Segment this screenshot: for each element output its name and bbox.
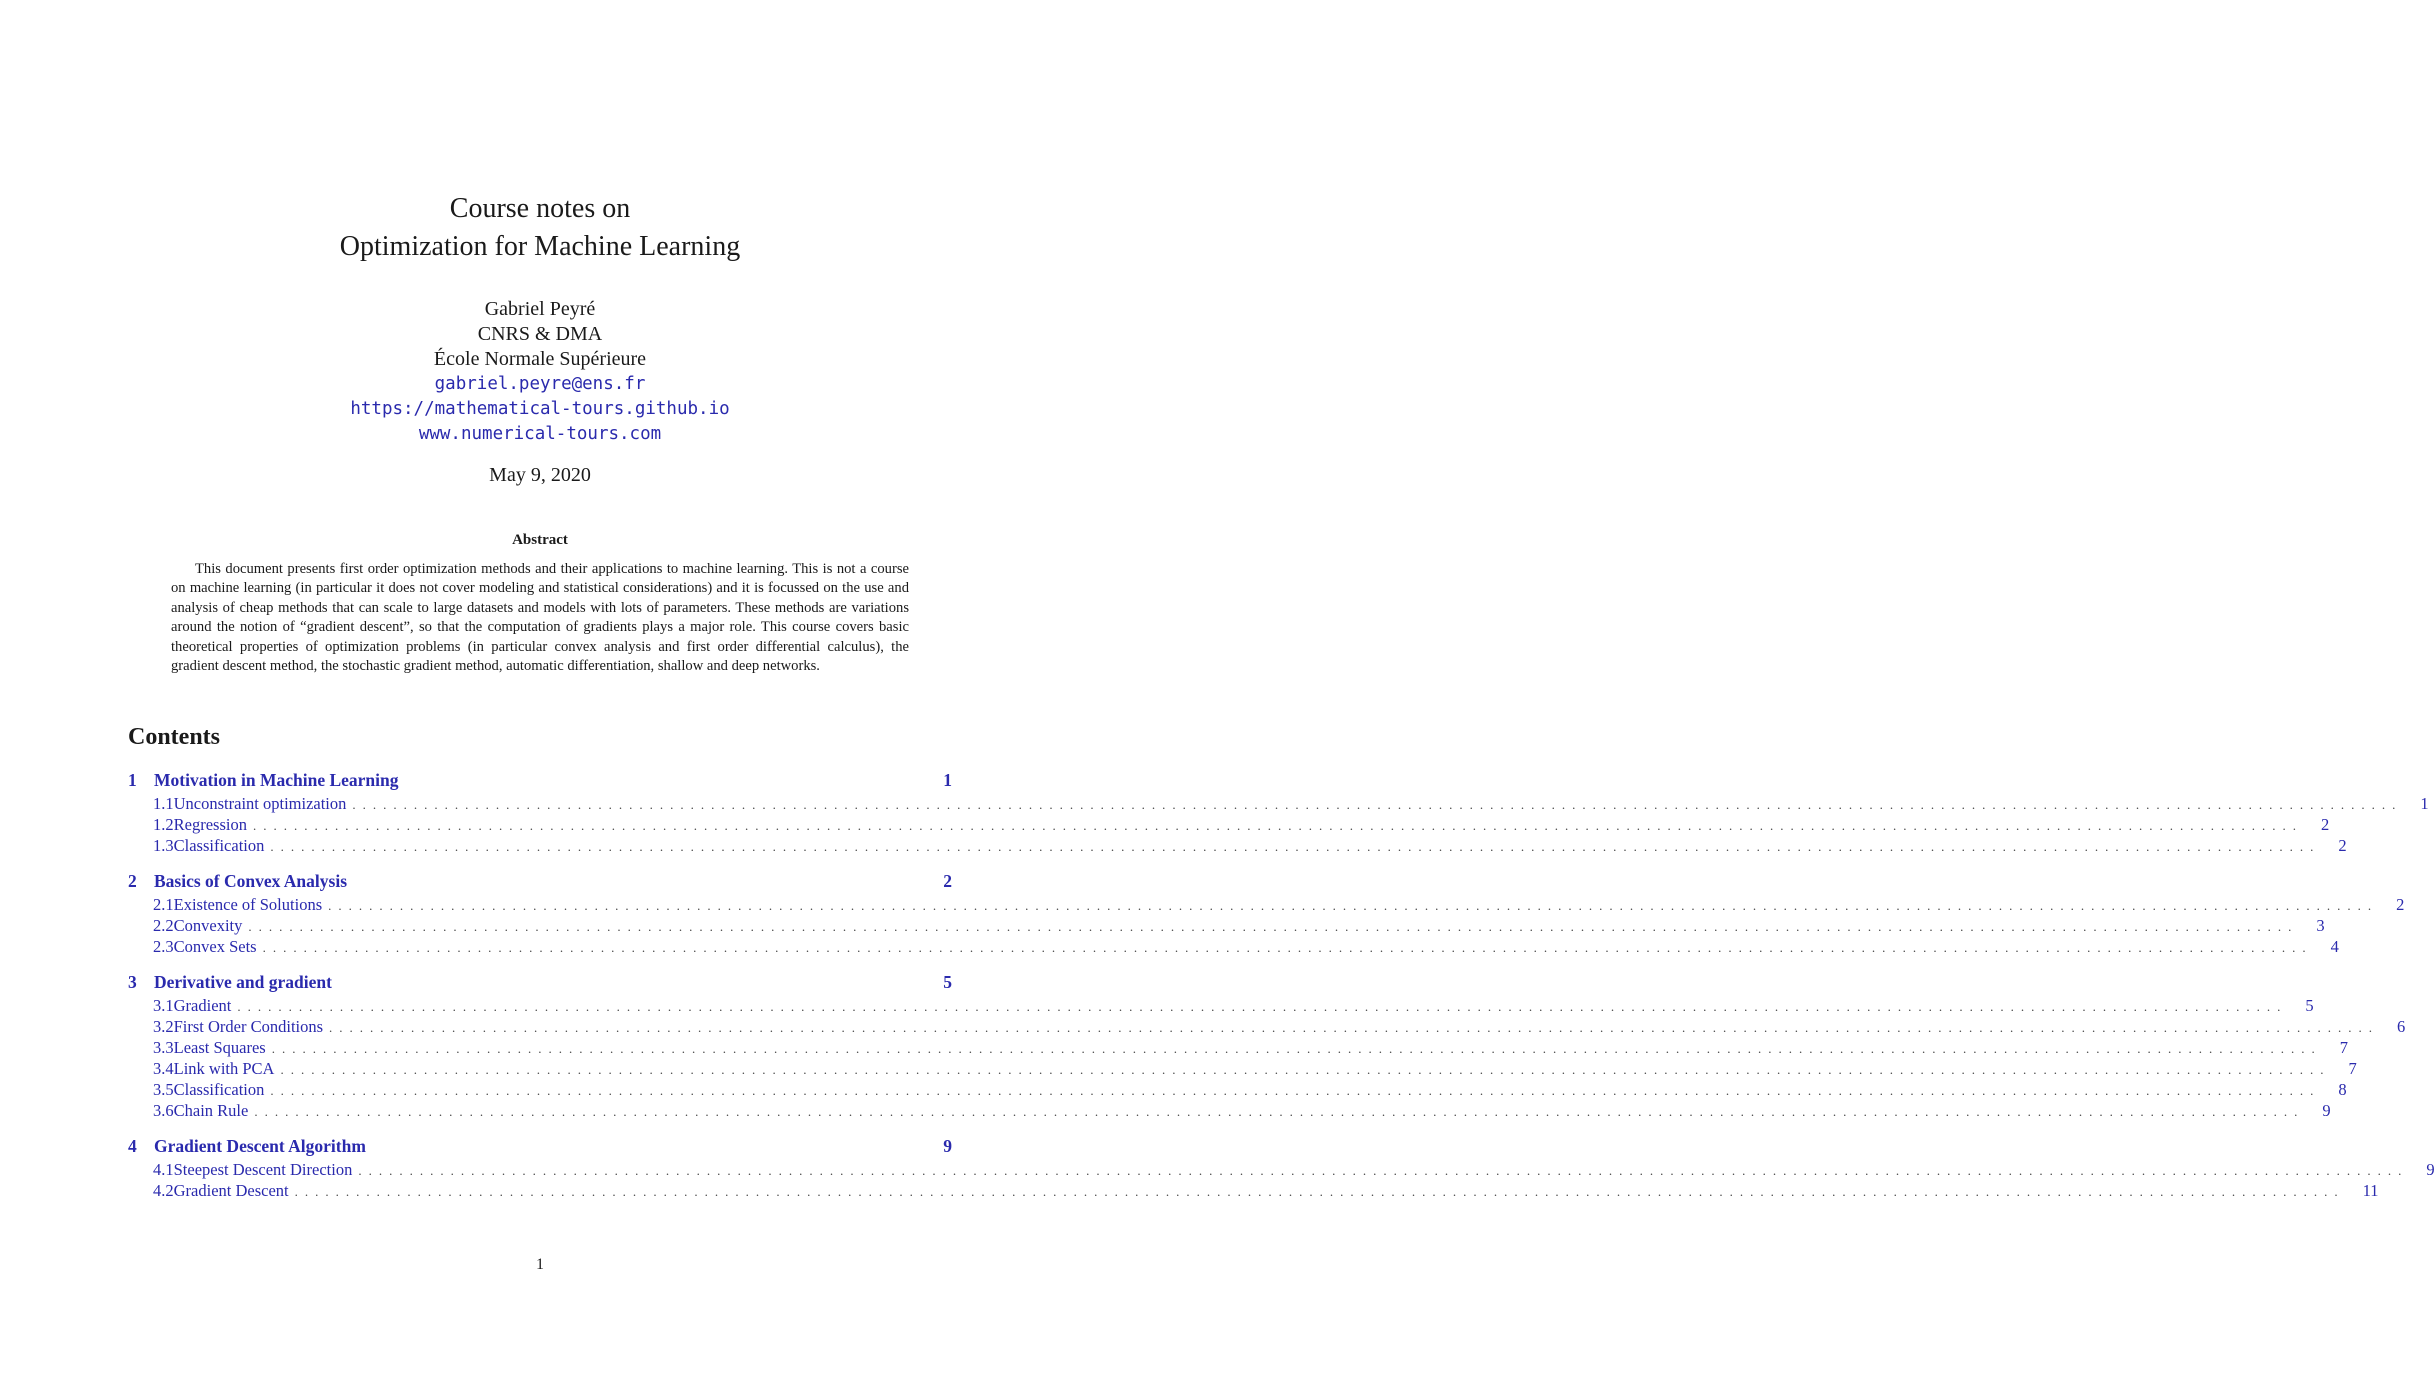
toc-subsection-page: 3 (2316, 916, 2325, 935)
toc-subsection-link[interactable] (128, 937, 2339, 958)
author-url-link-1[interactable]: https://mathematical-tours.github.io (350, 399, 730, 419)
page-number: 1 (536, 1256, 544, 1273)
toc-subsection-page: 6 (2397, 1017, 2406, 1036)
toc-section (128, 871, 2405, 958)
toc-subsection-link[interactable] (128, 836, 2347, 857)
toc-subsection-title: Chain Rule (173, 1101, 249, 1120)
toc-dot-leader: ........................................................................................................................................................................................................ (254, 1104, 2305, 1119)
toc-dot-leader: ........................................................................................................................................................................................................ (270, 839, 2321, 854)
toc-subsection-number: 1.1 (153, 794, 174, 813)
toc-subsection-title: First Order Conditions (173, 1017, 324, 1036)
toc-section (128, 1136, 2435, 1202)
toc-subsection-title: Gradient Descent (173, 1181, 289, 1200)
toc-subsection-number: 3.5 (153, 1080, 174, 1099)
toc-subsection-link[interactable] (128, 815, 2330, 836)
toc-subsection-number: 3.4 (153, 1059, 174, 1078)
toc-subsection-page: 8 (2338, 1080, 2347, 1099)
toc-subsection-number: 3.3 (153, 1038, 174, 1057)
toc-section (128, 972, 2406, 1122)
toc-subsection-link[interactable] (128, 1059, 2357, 1080)
toc-subsection-number: 2.1 (153, 895, 174, 914)
publication-date: May 9, 2020 (489, 464, 591, 486)
toc-section-link[interactable] (128, 770, 952, 794)
toc-subsection-number: 3.2 (153, 1017, 174, 1036)
toc-subsection-link[interactable] (128, 895, 2405, 916)
toc-subsection-title: Convexity (173, 916, 243, 935)
toc-subsection-page: 5 (2305, 996, 2314, 1015)
toc-dot-leader: ........................................................................................................................................................................................................ (270, 1083, 2321, 1098)
toc-subsection-link[interactable] (128, 1038, 2348, 1059)
toc-dot-leader: ........................................................................................................................................................................................................ (262, 940, 2313, 955)
title-line-1: Course notes on (449, 193, 631, 224)
contents-heading: Contents (128, 724, 221, 750)
toc-dot-leader: ........................................................................................................................................................................................................ (237, 999, 2288, 1014)
toc-subsection-title: Classification (173, 836, 265, 855)
toc-subsection-page: 11 (2362, 1181, 2379, 1200)
toc-section-title: Gradient Descent Algorithm (154, 1136, 366, 1156)
author-email-link[interactable]: gabriel.peyre@ens.fr (434, 374, 646, 394)
toc-dot-leader: ........................................................................................................................................................................................................ (352, 797, 2403, 812)
toc-section-title: Basics of Convex Analysis (154, 871, 348, 891)
toc-subsection-title: Existence of Solutions (173, 895, 323, 914)
toc-dot-leader: ........................................................................................................................................................................................................ (280, 1062, 2331, 1077)
toc-subsection-link[interactable] (128, 916, 2325, 937)
toc-subsection-link[interactable] (128, 1017, 2406, 1038)
toc-section (128, 770, 2429, 857)
toc-subsection-number: 3.1 (153, 996, 174, 1015)
toc-section-page: 5 (943, 972, 952, 992)
toc-subsection-link[interactable] (128, 1101, 2331, 1122)
toc-subsection-title: Gradient (173, 996, 232, 1015)
toc-subsection-title: Regression (173, 815, 247, 834)
abstract-heading: Abstract (512, 532, 568, 548)
toc-section-link[interactable] (128, 1136, 952, 1160)
toc-subsection-number: 1.3 (153, 836, 174, 855)
author-name: Gabriel Peyré (484, 298, 596, 320)
author-affiliation-2: École Normale Supérieure (433, 348, 647, 370)
toc-subsection-title: Classification (173, 1080, 265, 1099)
toc-subsection-title: Steepest Descent Direction (173, 1160, 353, 1179)
toc-subsection-title: Unconstraint optimization (173, 794, 347, 813)
toc-subsection-link[interactable] (128, 1080, 2347, 1101)
toc-dot-leader: ........................................................................................................................................................................................................ (271, 1041, 2322, 1056)
toc-subsection-title: Convex Sets (173, 937, 257, 956)
toc-subsection-link[interactable] (128, 1181, 2379, 1202)
toc-section-page: 1 (943, 770, 952, 790)
toc-subsection-number: 4.2 (153, 1181, 174, 1200)
table-of-contents (128, 770, 2435, 1216)
toc-subsection-link[interactable] (128, 1160, 2435, 1181)
toc-section-title: Motivation in Machine Learning (154, 770, 399, 790)
toc-section-number: 3 (128, 972, 137, 992)
title-line-2: Optimization for Machine Learning (339, 231, 741, 262)
toc-subsection-page: 9 (2426, 1160, 2435, 1179)
toc-subsection-page: 7 (2348, 1059, 2357, 1078)
toc-subsection-link[interactable] (128, 794, 2429, 815)
toc-dot-leader: ........................................................................................................................................................................................................ (358, 1163, 2409, 1178)
toc-dot-leader: ........................................................................................................................................................................................................ (329, 1020, 2380, 1035)
toc-subsection-page: 2 (2338, 836, 2347, 855)
toc-section-link[interactable] (128, 972, 952, 996)
toc-subsection-page: 4 (2330, 937, 2339, 956)
toc-section-title: Derivative and gradient (154, 972, 332, 992)
toc-section-number: 4 (128, 1136, 137, 1156)
toc-subsection-title: Link with PCA (173, 1059, 275, 1078)
paper-title (0, 190, 1080, 266)
toc-subsection-title: Least Squares (173, 1038, 266, 1057)
toc-section-number: 2 (128, 871, 137, 891)
toc-subsection-number: 4.1 (153, 1160, 174, 1179)
toc-section-number: 1 (128, 770, 137, 790)
toc-subsection-number: 3.6 (153, 1101, 174, 1120)
toc-section-link[interactable] (128, 871, 952, 895)
toc-section-page: 2 (943, 871, 952, 891)
toc-subsection-page: 2 (2320, 815, 2330, 834)
toc-subsection-link[interactable] (128, 996, 2314, 1017)
toc-subsection-page: 1 (2420, 794, 2429, 813)
toc-subsection-number: 2.3 (153, 937, 174, 956)
toc-section-page: 9 (943, 1136, 952, 1156)
toc-dot-leader: ........................................................................................................................................................................................................ (328, 898, 2379, 913)
toc-subsection-number: 2.2 (153, 916, 174, 935)
toc-dot-leader: ........................................................................................................................................................................................................ (248, 919, 2299, 934)
toc-subsection-number: 1.2 (153, 815, 174, 834)
toc-subsection-page: 2 (2396, 895, 2405, 914)
author-url-link-2[interactable]: www.numerical-tours.com (418, 424, 662, 444)
toc-subsection-page: 7 (2339, 1038, 2348, 1057)
toc-subsection-page: 9 (2322, 1101, 2331, 1120)
toc-dot-leader: ........................................................................................................................................................................................................ (252, 818, 2303, 833)
toc-dot-leader: ........................................................................................................................................................................................................ (294, 1184, 2345, 1199)
abstract-text: This document presents first order optimization methods and their applications to machine learning. This is not a course on machine learning (in particular it does not cover modeling and statistical considerations) and it is focussed on the use and analysis of cheap methods that can scale to large datasets and models with lots of parameters. These methods are variations around the notion of “gradient descent”, so that the computation of gradients plays a major role. This course covers basic theoretical properties of optimization problems (in particular convex analysis and first order differential calculus), the gradient descent method, the stochastic gradient method, automatic differentiation, shallow and deep networks. (171, 561, 909, 675)
author-block (0, 297, 1080, 447)
author-affiliation-1: CNRS & DMA (477, 323, 603, 345)
